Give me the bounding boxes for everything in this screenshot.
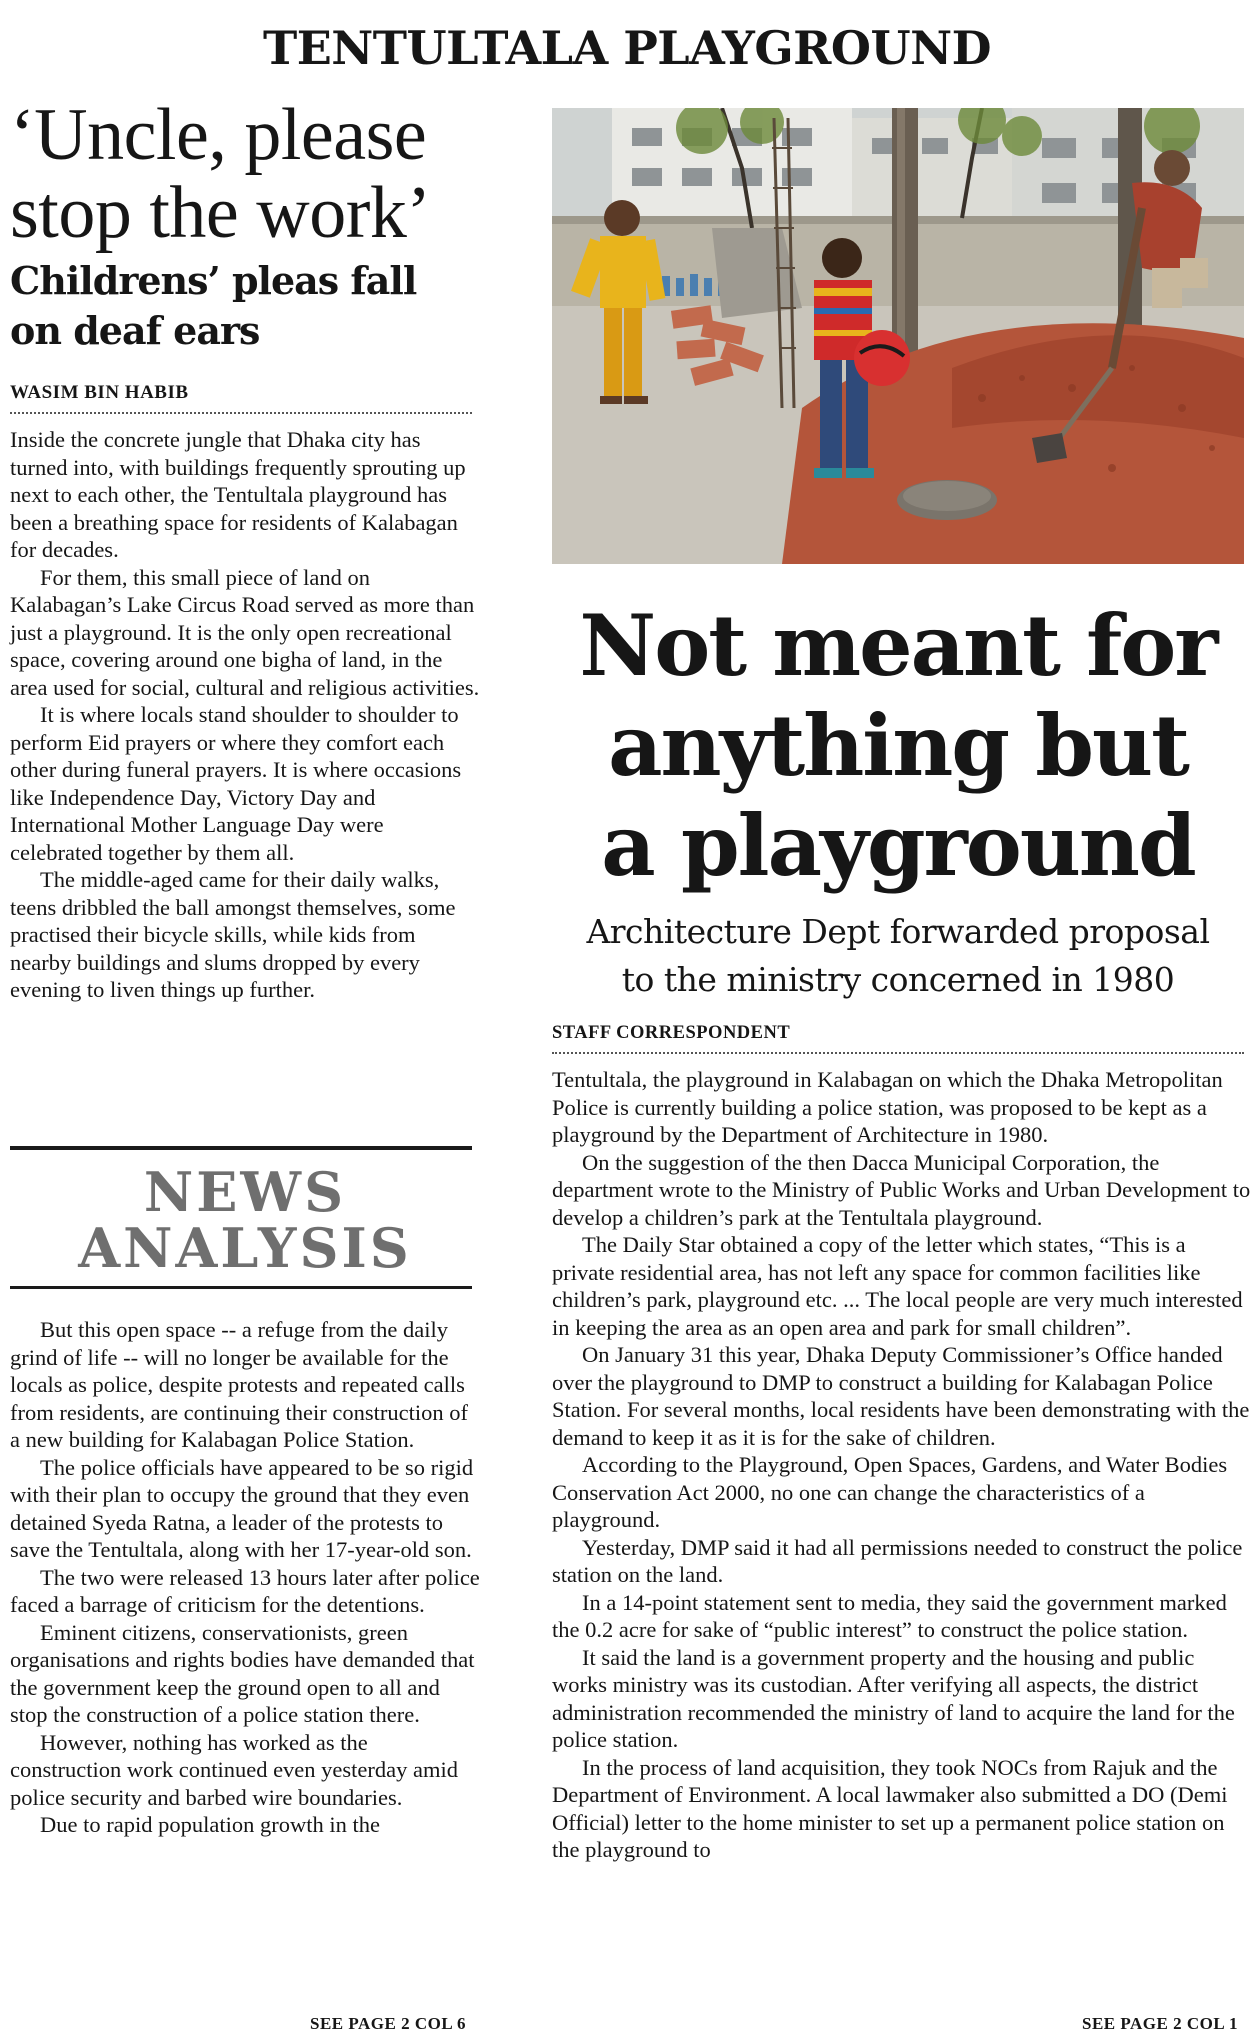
right-headline	[552, 596, 1244, 896]
paragraph: Due to rapid population growth in the	[40, 1812, 380, 1837]
paragraph: The Daily Star obtained a copy of the letter which states, “This is a private residential area, has not left any space for common facilities like children’s park, playground etc. ... The local people are very much interested in keeping the area as an open area and park for small children”.	[552, 1232, 1243, 1340]
headline-line: anything but	[608, 696, 1188, 795]
left-byline: WASIM BIN HABIB	[10, 382, 189, 403]
dotted-divider	[552, 1052, 1244, 1054]
paragraph: Eminent citizens, conservationists, green organisations and rights bodies have demanded that the government keep the ground open to all and stop the construction of a police station there.	[10, 1619, 475, 1727]
divider-rule	[10, 1146, 472, 1150]
paragraph: The middle-aged came for their daily walks, teens dribbled the ball amongst themselves, some practised their bicycle skills, while kids from nearby buildings and slums dropped by every evening to liven things up further.	[10, 867, 456, 1002]
left-story-body-continued	[10, 1316, 480, 1839]
left-subhead: Childrens’ pleas fall on deaf ears	[10, 258, 417, 353]
paragraph: In a 14-point statement sent to media, they said the government marked the 0.2 acre for sake of “public interest” to construct the police station.	[552, 1589, 1227, 1642]
paragraph: According to the Playground, Open Spaces, Gardens, and Water Bodies Conservation Act 2000, no one can change the characteristics of a playground.	[552, 1452, 1228, 1532]
right-byline: STAFF CORRESPONDENT	[552, 1023, 791, 1043]
left-story	[10, 94, 480, 1004]
paragraph: On the suggestion of the then Dacca Municipal Corporation, the department wrote to the Ministry of Public Works and Urban Development to develop a children’s park at the Tentultala playground.	[552, 1149, 1251, 1230]
paragraph: It said the land is a government property and the housing and public works ministry was its custodian. After verifying all aspects, the district administration recommended the ministry of land to acquire the land for the police station.	[552, 1644, 1235, 1752]
right-story	[552, 596, 1251, 1864]
news-analysis-line: NEWS	[143, 1160, 347, 1224]
paragraph: On January 31 this year, Dhaka Deputy Commissioner’s Office handed over the playground to DMP to construct a building for Kalabagan Police Station. For several months, local residents have been demonstrating with the demand to keep it as it is for the sake of children.	[552, 1342, 1250, 1450]
right-subhead	[552, 908, 1244, 1004]
news-analysis-line: ANALYSIS	[78, 1216, 412, 1280]
paragraph: The two were released 13 hours later after police faced a barrage of criticism for the detentions.	[10, 1564, 480, 1617]
paragraph: It is where locals stand shoulder to shoulder to perform Eid prayers or where they comfort each other during funeral prayers. It is where occasions like Independence Day, Victory Day and International Mother Language Day were celebrated together by them all.	[10, 702, 462, 865]
headline-line: Not meant for	[579, 596, 1217, 695]
headline-line: a playground	[601, 796, 1195, 895]
paragraph: However, nothing has worked as the construction work continued even yesterday amid police security and barbed wire boundaries.	[10, 1729, 458, 1810]
paragraph: In the process of land acquisition, they took NOCs from Rajuk and the Department of Environment. A local lawmaker also submitted a DO (Demi Official) letter to the home minister to set up a permanent police station on the playground to	[552, 1754, 1228, 1862]
dotted-divider	[10, 412, 472, 414]
news-analysis-label	[10, 1160, 480, 1280]
paragraph: Tentultala, the playground in Kalabagan on which the Dhaka Metropolitan Police is currently building a police station, was proposed to be kept as a playground by the Department of Architecture in 1980.	[552, 1067, 1223, 1147]
subhead-line: to the ministry concerned in 1980	[621, 960, 1175, 999]
paragraph: For them, this small piece of land on Kalabagan’s Lake Circus Road served as more than just a playground. It is the only open recreational space, covering around one bigha of land, in the area used for social, cultural and religious activities.	[10, 564, 480, 700]
section-banner: TENTULTALA PLAYGROUND	[262, 21, 992, 75]
paragraph: Yesterday, DMP said it had all permissions needed to construct the police station on the land.	[552, 1534, 1243, 1587]
subhead-line: Architecture Dept forwarded proposal	[586, 912, 1210, 951]
right-continuation-link[interactable]: SEE PAGE 2 COL 1	[1082, 2014, 1238, 2033]
paragraph: But this open space -- a refuge from the daily grind of life -- will no longer be available for the locals as police, despite protests and repeated calls from residents, are continuing their construction of a new building for Kalabagan Police Station.	[10, 1317, 468, 1452]
news-photo	[552, 108, 1244, 564]
left-continuation-link[interactable]: SEE PAGE 2 COL 6	[310, 2014, 466, 2033]
paragraph: The police officials have appeared to be so rigid with their plan to occupy the ground that they even detained Syeda Ratna, a leader of the protests to save the Tentultala, along with her 17-year-old son.	[10, 1454, 474, 1562]
paragraph: Inside the concrete jungle that Dhaka city has turned into, with buildings frequently sprouting up next to each other, the Tentultala playground has been a breathing space for residents of Kalabagan for decades.	[10, 427, 466, 562]
left-headline: ‘Uncle, please stop the work’	[10, 94, 431, 254]
divider-rule	[10, 1286, 472, 1289]
left-story-body	[10, 426, 480, 1004]
right-story-body	[552, 1066, 1252, 1864]
